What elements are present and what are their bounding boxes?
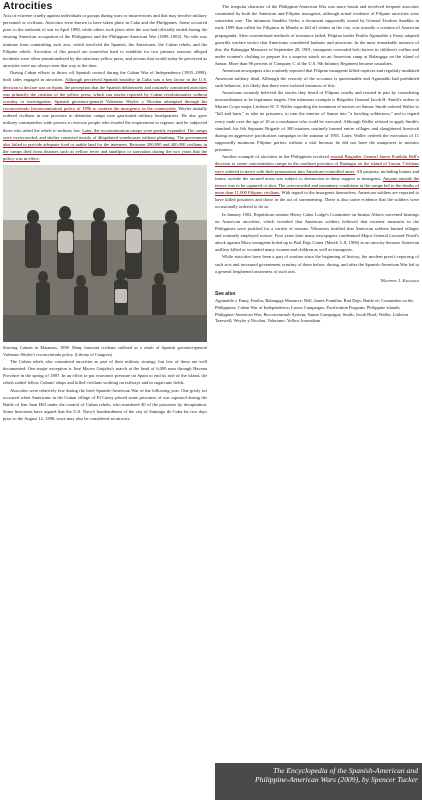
left-column bbox=[3, 12, 207, 422]
highlight-camps: Later, the reconcentration camps were greatly expanded. The camps were overcrowded, and shelter consisted mostly of dilapidated warehouses without plumbing. The government also failed to provide adequate food or arable land for the internees. Between 200,000 and 400,000 civilians in the camps died from diseases such as yellow fever and smallpox or starvation during the two years that the policy was in effect. bbox=[3, 127, 207, 162]
see-also-list: Aguinaldo y Famy, Emilio; Balangiga Massacre; Bell, James Franklin; Bud Dajo, Battle of; Committee on the Philippines; Cuban War of Independence; Luzon Campaigns; Pacification Program, Philippine Islands; Philippine-American War; Reconcentrado System; Samar Campaigns; Smith, Jacob Hurd; Waller, Littleton Tazewell; Weyler y Nicolau, Valeriano; Yellow Journalism bbox=[215, 298, 414, 324]
paragraph-philippine-war: The irregular character of the Philippine-American War was more brutal and involved frequent atrocities committed by both the American and Filipino insurgents, although actual evidence of Filipino atrocities were somewhat rare. The infamous Sandiko Order, a document supposedly issued by General Teodoro Sandiko in early 1899 that called for Filipinos in Manila to kill all whites in the city, was actually a creation of American propaganda. After conventional methods of resistance failed, Filipino leader Emilio Aguinaldo y Famy adopted guerrilla warfare tactics that Americans considered barbaric and atrocious. In the most remarkable instance of this, the Balangiga Massacre of September 28, 1901, insurgents concealed bolo knives in children's coffins and under women's clothing to prepare for a surprise attack on an American camp at Balangiga on the island of Samar. More than 90 percent of Company C of the U.S. 9th Infantry Regiment became casualties. bbox=[215, 4, 419, 67]
photo-starving-cubans bbox=[3, 165, 207, 342]
paragraph-cuban-rebels: The Cuban rebels also committed atrocities as part of their military strategy, but few of these are well documented. One major exception is José Maceo Grajales's march at the head of 6,000 men through Havana Province in the spring of 1897. In an effort to put economic pressure on Spain to end its rule of the island, the rebels raided fellow Cubans' shops and killed civilians working on railways and in sugarcane fields. bbox=[3, 358, 207, 386]
paragraph-samar: Americans certainly believed the stories they heard of Filipino cruelty and reacted in part by considering noncombatants to be legitimate targets. One infamous example is Brigadier General Jacob H. Smith's orders to Marine Corps major Littleton W. T. Waller regarding the treatment of natives on Samar. Smith ordered Waller to "kill and burn," to take no prisoners, to turn the interior of Samar into "a howling wilderness," and to regard every male over the age of 10 as a combatant who could be executed. Although Waller refused to apply Smith's standard, his 6th Separate Brigade of 300 marines routinely burned entire villages and slaughtered livestock during an aggressive pacification campaign in the autumn of 1901. Later, Waller ordered the execution of 11 supposedly mutinous Filipino porters without a trial because he did not have the manpower to monitor prisoners. bbox=[215, 89, 419, 153]
source-banner-line2: Philippine-American Wars (2009), by Spencer Tucker bbox=[255, 775, 418, 785]
photo-caption: Starving Cubans in Matanzas, 1898. Many innocent civilians suffered as a result of Spanish governor-general Valeriano Weyler's reconcentrado policy. (Library of Congress) bbox=[3, 345, 207, 357]
source-banner-line1: The Encyclopedia of the Spanish-American and bbox=[273, 766, 418, 775]
paragraph-lodge-hearings: In January 1902, Republican senator Henry Cabot Lodge's Committee on Insular Affairs convened hearings on American atrocities, which revealed that American soldiers believed that extreme measures in the Philippines were justified for a variety of reasons. Witnesses testified that American soldiers burned villages and routinely employed torture. Four years later many newspapers condemned Major General Leonard Wood's attack against Moro insurgents holed up in Bud Dajo Crater (March 5–8, 1906) as an atrocity because American artillery killed or wounded many women and children as well as insurgents. bbox=[215, 211, 419, 253]
article-title: Atrocities bbox=[3, 0, 53, 12]
paragraph-conclusion: While atrocities have been a part of warfare since the beginning of history, the modern press's reporting of such acts and increased government scrutiny of them before, during, and after the Spanish-American War led to a general heightened awareness of such acts. bbox=[215, 254, 419, 274]
paragraph-intro: Acts of extreme cruelty against individuals or groups during wars or insurrections and that may involve military personnel or civilians. Atrocities were known to have taken place in Cuba and the Philippines. Some occurred prior to the outbreak of war in April 1898, while others took place after the war had officially ended during the ensuing American occupation of the Philippines and the Philippine-American War (1899–1902). No side was immune from committing such acts, which involved the Spanish, the Americans, the Cuban rebels, and the Filipino rebels. Atrocities of this period are somewhat hard to establish for two primary reasons: alleged incidents were often sensationalized by the salacious yellow press, and actions that would today be perceived as atrocities were not always seen that way at the time. bbox=[3, 13, 207, 69]
paragraph-batangas: Another example of atrocities in the Philippines revolved around Brigadier General James Franklin Bell's decision to create concentration camps in the southern province of Batangas on the island of Luzon. Civilians were ordered to move with their possessions into American-controlled areas. All property, including homes and farms, outside the secured areas was subject to destruction to deny support to insurgents. Anyone outside the fences was to be captured or shot. The overcrowded and unsanitary conditions in the camps led to the deaths of more than 11,000 Filipino civilians. With regard to the insurgents themselves, American soldiers are reported to have killed prisoners and those in the act of surrendering. There is also some evidence that the soldiers were occasionally ordered to do so. bbox=[215, 154, 420, 210]
paragraph-cuban-war: During Cuban efforts to throw off Spanish control during the Cuban War of Independence (1895–1898), both sides engaged in atrocities. Although perceived Spanish brutality in Cuba was a key factor in the U.S. decision to declare war on Spain, the perception that the Spanish deliberately and routinely committed atrocities was primarily the creation of the yellow press, which ran stories reported by Cuban revolutionaries without scrutiny or investigation. Spanish governor-general Valeriano Weyler y Nicolau attempted through his reconcentrado (reconcentration) policy of 1896 to weaken the insurgency in the countryside. Weyler initially ordered civilians in one province to detention camps near garrisoned military headquarters. He also gave military commanders wide powers to execute people who evaded the requirement to register, and he subjected those who aided the rebels to military law. Later, the reconcentration camps were greatly expanded. The camps were overcrowded, and shelter consisted mostly of dilapidated warehouses without plumbing. The government also failed to provide adequate food or arable land for the internees. Between 200,000 and 400,000 civilians in the camps died from diseases such as yellow fever and smallpox or starvation during the two years that the policy was in effect. bbox=[3, 70, 207, 162]
right-column bbox=[215, 3, 419, 325]
source-banner bbox=[215, 763, 422, 800]
author-signature: Matthew J. Krogman bbox=[380, 277, 419, 283]
highlight-bell-camps: around Brigadier General James Franklin Bell's decision to create concentration camps in the southern province of Batangas on the island of Luzon. Civilians were ordered to move with their possessions into American-controlled areas. bbox=[215, 154, 419, 174]
paragraph-newspapers: American newspapers also routinely reported that Filipino insurgents killed captives and regularly mutilated American military dead. Although the veracity of the accounts is questionable and Aguinaldo had prohibited such behavior, it is likely that there were isolated instances of this. bbox=[215, 68, 419, 88]
highlight-deaths: Anyone outside the fences was to be captured or shot. The overcrowded and unsanitary conditions in the camps led to the deaths of more than 11,000 Filipino civilians. bbox=[215, 175, 419, 196]
see-also-heading: See also bbox=[215, 291, 236, 298]
paragraph-spanish-american-war: Atrocities were relatively few during the brief Spanish-American War of the following year. One grisly act occurred when Americans in the Cuban village of El Caney placed some prisoners of war captured during the Battle of San Juan Hill under the control of Cuban rebels, who murdered 40 of the prisoners by decapitation. Some historians have argued that the U.S. Navy's bombardment of the city of Santiago de Cuba for two days prior to the August 12, 1898, truce may also be considered an atrocity. bbox=[3, 387, 207, 422]
highlight-spanish-brutality: Although perceived Spanish brutality in Cuba was a key factor in the U.S. decision to declare war on Spain, the perception that the Spanish deliberately and routinely committed atrocities was primarily the creation of the yellow press, which ran stories reported by Cuban revolutionaries without scrutiny or investigation. bbox=[3, 77, 207, 104]
highlight-weyler-policy: Spanish governor-general Valeriano Weyler y Nicolau attempted through his reconcentrado (reconcentration) policy of 1896 to weaken the insurgency in the countryside. bbox=[3, 98, 207, 112]
